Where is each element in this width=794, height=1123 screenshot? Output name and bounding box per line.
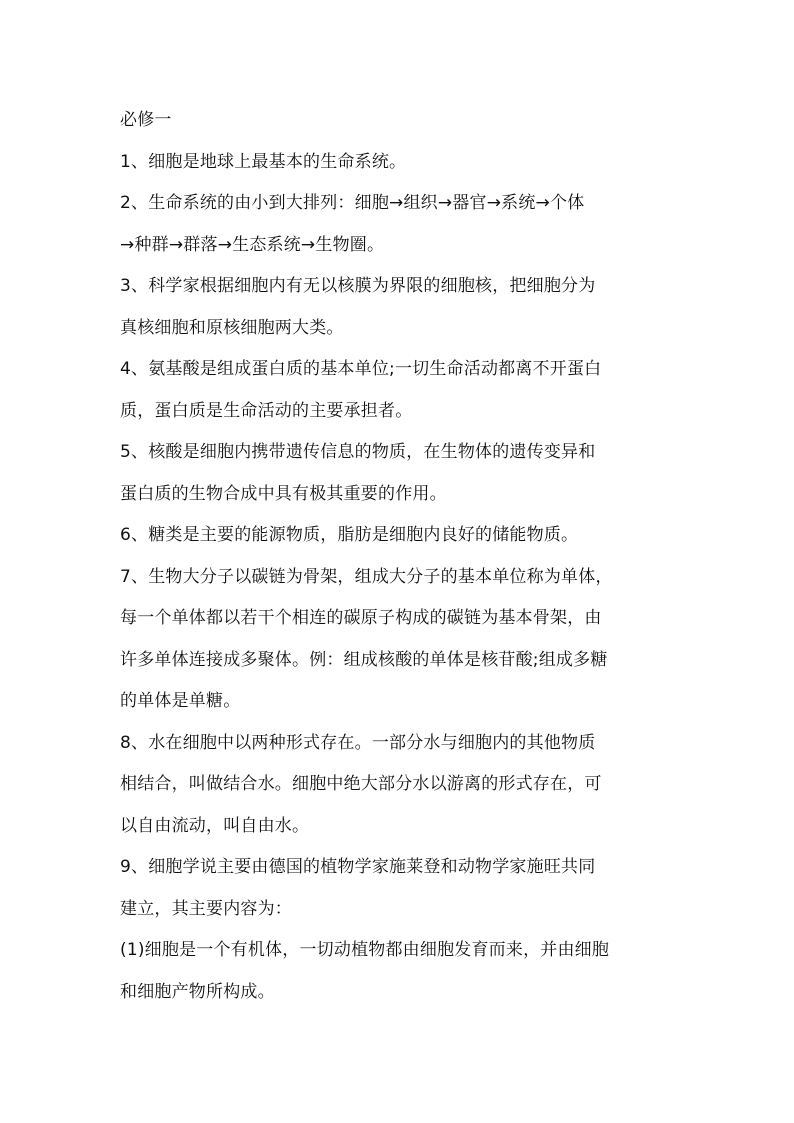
text-line: 真核细胞和原核细胞两大类。 [120,317,344,338]
text-line: 和细胞产物所构成。 [120,981,275,1002]
text-line: 7、生物大分子以碳链为骨架，组成大分子的基本单位称为单体， [120,566,613,587]
text-line: (1)细胞是一个有机体，一切动植物都由细胞发育而来，并由细胞 [120,940,610,960]
text-line: 质，蛋白质是生命活动的主要承担者。 [120,400,413,421]
text-line: 许多单体连接成多聚体。例：组成核酸的单体是核苷酸;组成多糖 [120,649,608,670]
document-body [120,100,680,1013]
text-line: 5、核酸是细胞内携带遗传信息的物质，在生物体的遗传变异和 [120,442,596,462]
text-line: 3、科学家根据细胞内有无以核膜为界限的细胞核，把细胞分为 [120,276,596,296]
text-line: 6、糖类是主要的能源物质，脂肪是细胞内良好的储能物质。 [120,525,579,545]
text-line: →种群→群落→生态系统→生物圈。 [120,234,385,255]
text-line: 蛋白质的生物合成中具有极其重要的作用。 [120,483,447,504]
text-line: 1、细胞是地球上最基本的生命系统。 [120,151,407,172]
text-line: 9、细胞学说主要由德国的植物学家施莱登和动物学家施旺共同 [120,857,596,877]
text-line: 2、生命系统的由小到大排列：细胞→组织→器官→系统→个体 [120,193,585,213]
document-heading: 必修一 [120,110,172,130]
text-line: 的单体是单糖。 [120,691,241,711]
text-line: 以自由流动，叫自由水。 [120,815,310,836]
text-line: 4、氨基酸是组成蛋白质的基本单位;一切生命活动都离不开蛋白 [120,359,602,379]
text-line: 相结合，叫做结合水。细胞中绝大部分水以游离的形式存在，可 [120,774,602,794]
text-line: 8、水在细胞中以两种形式存在。一部分水与细胞内的其他物质 [120,732,596,753]
text-line: 建立，其主要内容为： [120,898,292,919]
text-line: 每一个单体都以若干个相连的碳原子构成的碳链为基本骨架，由 [120,608,602,628]
